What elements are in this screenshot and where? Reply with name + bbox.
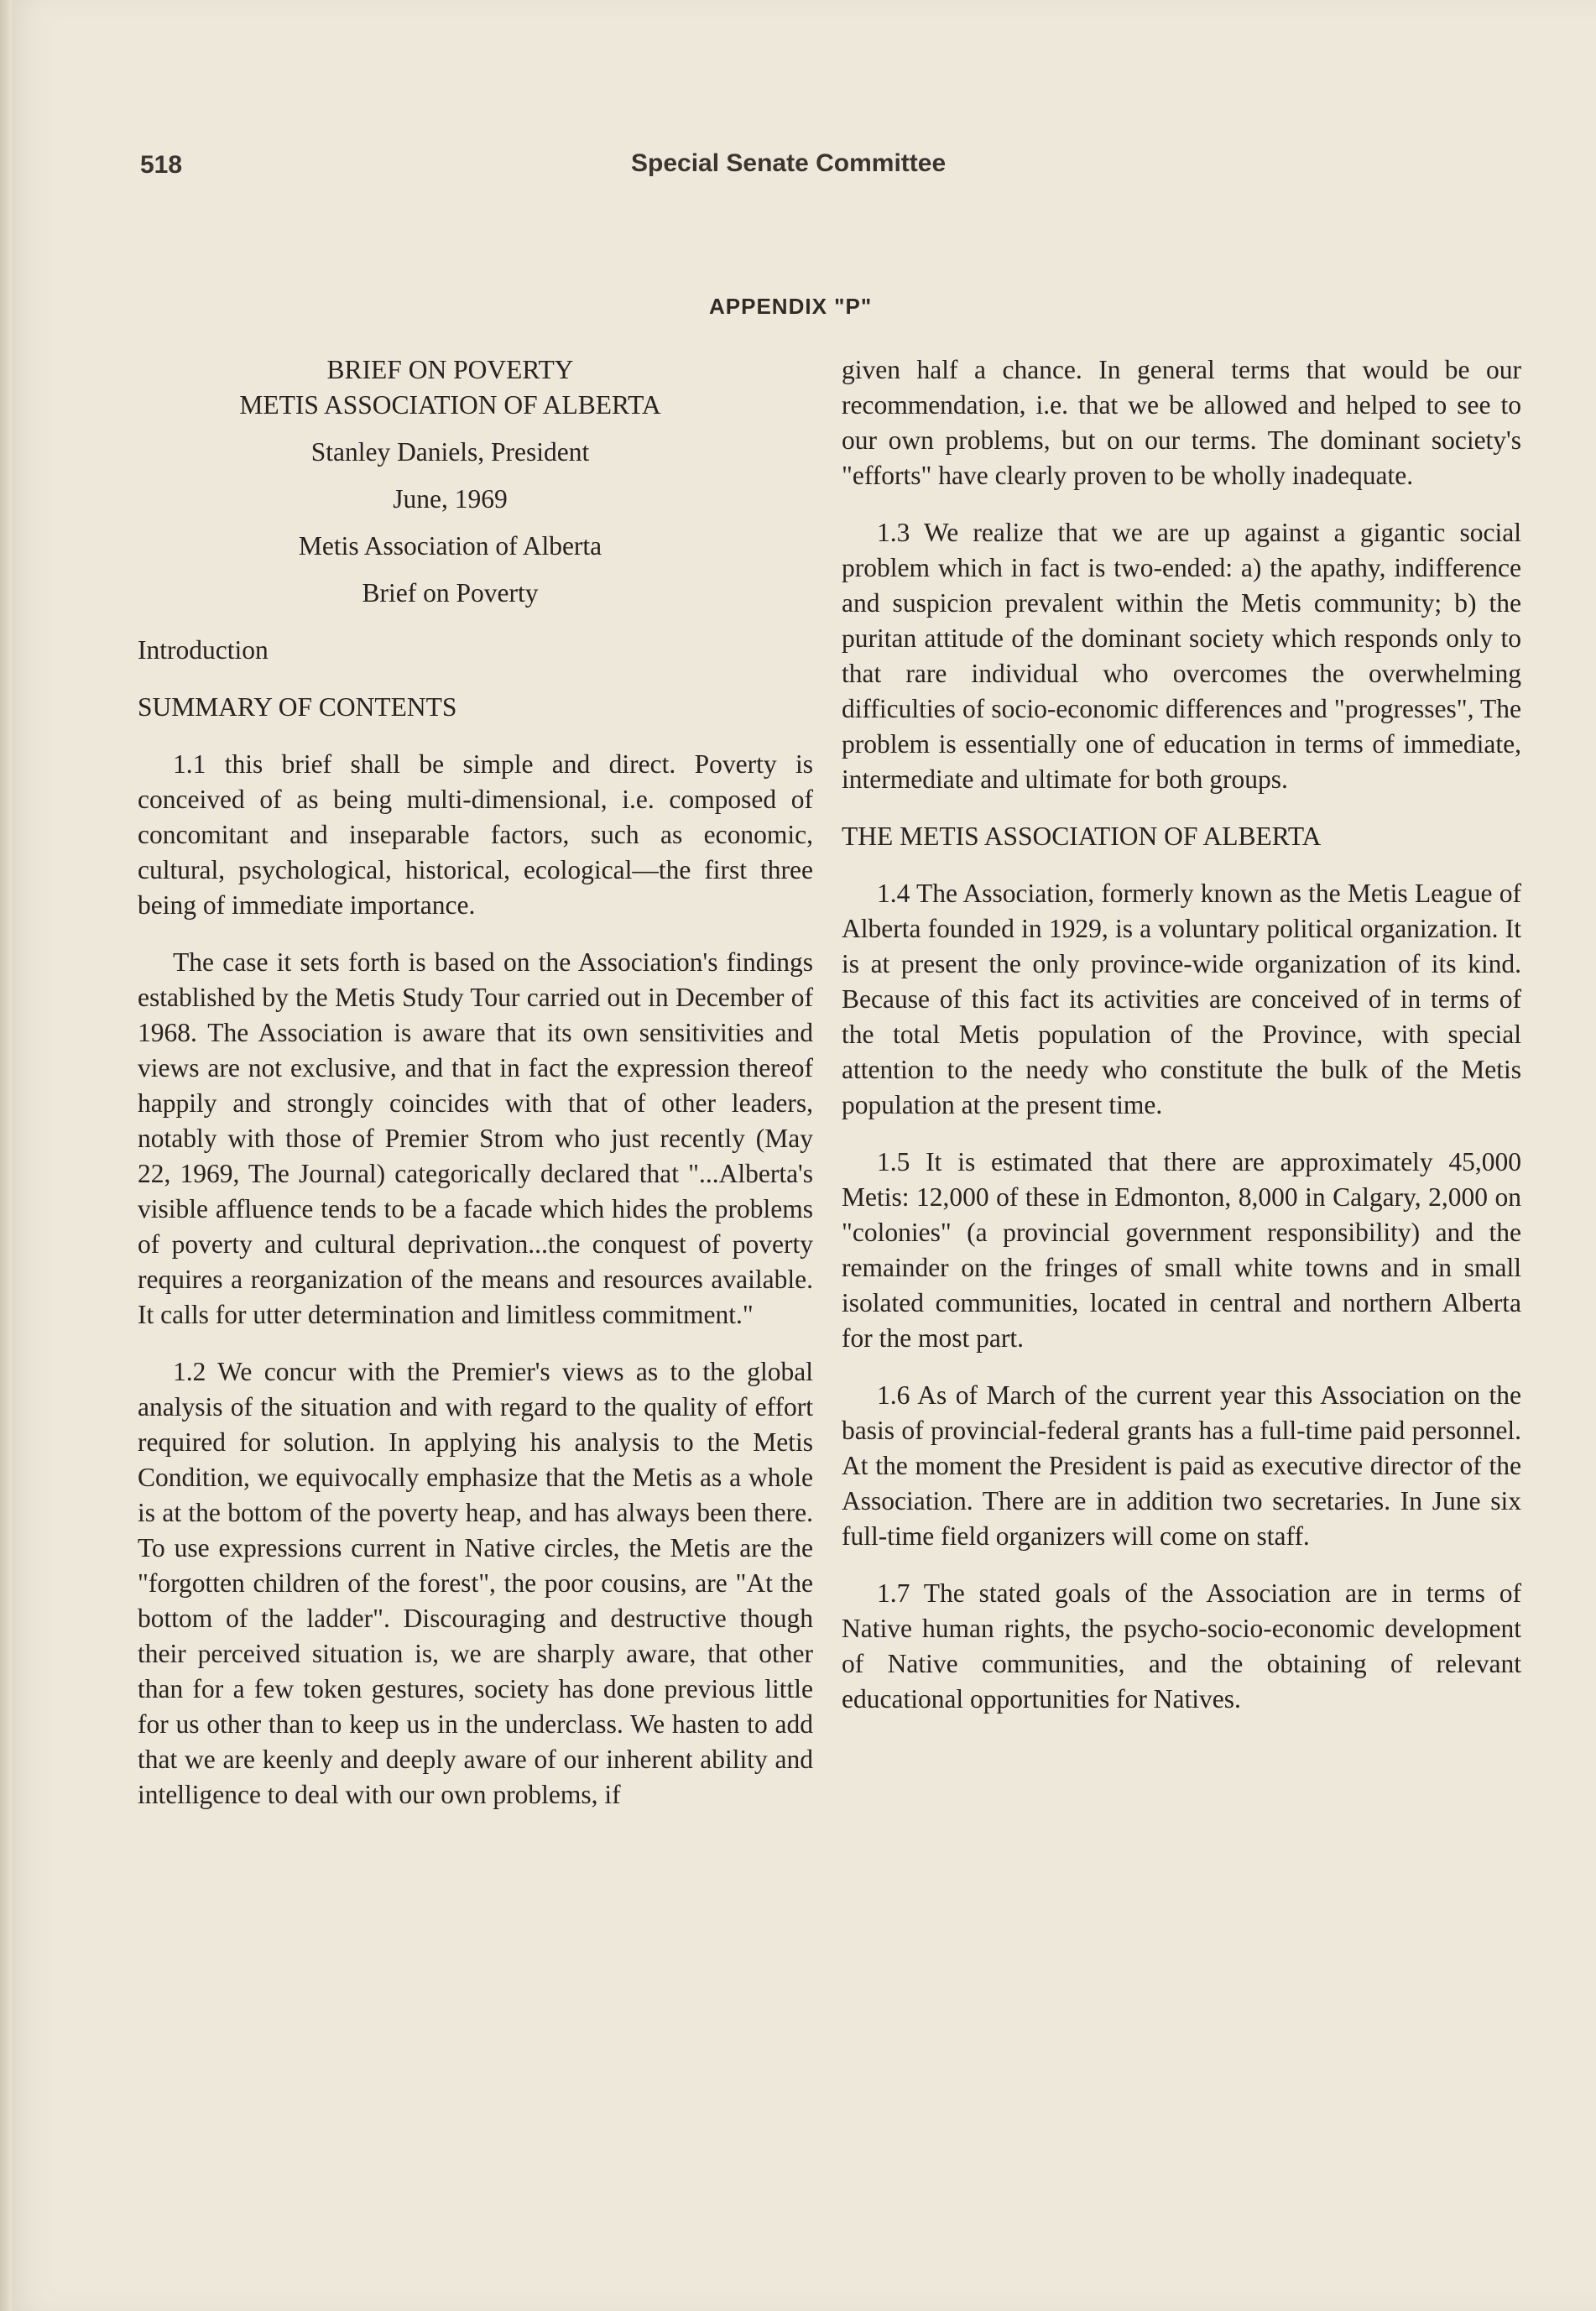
- page-binding-edge: [0, 0, 12, 2311]
- paragraph-1-6: 1.6 As of March of the current year this Association on the basis of provincial-federal grants has a full-time paid personnel. At the moment the President is paid as executive director of the Association. There are in addition two secretaries. In June six full-time field organizers will come on staff.: [842, 1380, 1521, 1551]
- paragraph-1-1: 1.1 this brief shall be simple and direct. Poverty is conceived of as being multi-dimensional, i.e. composed of concomitant and inseparable factors, such as economic, cultural, psychological, historical, ecological—the first three being of immediate importance.: [138, 749, 813, 920]
- paragraph-1-3: 1.3 We realize that we are up against a gigantic social problem which in fact is two-ended: a) the apathy, indifference and suspicion prevalent within the Metis community; b) the puritan attitude of the dominant society which responds only to that rare individual who overcomes the overwhelming difficulties of socio-economic differences and "progresses", The problem is essentially one of education in terms of immediate, intermediate and ultimate for both groups.: [842, 518, 1521, 794]
- paragraph-case: The case it sets forth is based on the Association's findings established by the Metis Study Tour carried out in December of 1968. The Association is aware that its own sensitivities and views are not exclusive, and that in fact the expression thereof happily and strongly coincides with that of other leaders, notably with those of Premier Strom who just recently (May 22, 1969, The Journal) categorically declared that "...Alberta's visible affluence tends to be a facade which hides the problems of poverty and cultural deprivation...the conquest of poverty requires a reorganization of the means and resources available. It calls for utter determination and limitless commitment.": [138, 947, 813, 1329]
- page-number: 518: [140, 151, 183, 179]
- brief-title-block: [138, 352, 813, 611]
- section-heading-metis-association: THE METIS ASSOCIATION OF ALBERTA: [842, 822, 1322, 851]
- brief-date: June, 1969: [393, 484, 508, 514]
- summary-heading: SUMMARY OF CONTENTS: [138, 692, 457, 722]
- brief-subtitle: Brief on Poverty: [362, 578, 539, 608]
- paragraph-continued: given half a chance. In general terms that would be our recommendation, i.e. that we be allowed and helped to see to our own problems, but on our terms. The dominant society's "efforts" have clearly proven to be wholly inadequate.: [842, 355, 1521, 490]
- right-column: [842, 352, 1521, 1739]
- brief-author: Stanley Daniels, President: [310, 437, 590, 467]
- brief-organization: METIS ASSOCIATION OF ALBERTA: [239, 390, 661, 420]
- paragraph-1-4: 1.4 The Association, formerly known as the Metis League of Alberta founded in 1929, is a voluntary political organization. It is at present the only province-wide organization of its kind. Because of this fact its activities are conceived of in terms of the total Metis population of the Province, with special attention to the needy who constitute the bulk of the Metis population at the present time.: [842, 879, 1521, 1119]
- brief-title: BRIEF ON POVERTY: [326, 355, 574, 384]
- paragraph-1-5: 1.5 It is estimated that there are approximately 45,000 Metis: 12,000 of these in Edmonton, 8,000 in Calgary, 2,000 on "colonies" (a provincial government responsibility) and the remainder on the fringes of small white towns and in small isolated communities, located in central and northern Alberta for the most part.: [842, 1147, 1521, 1353]
- paragraph-1-2: 1.2 We concur with the Premier's views as to the global analysis of the situation and with regard to the quality of effort required for solution. In applying his analysis to the Metis Condition, we equivocally emphasize that the Metis as a whole is at the bottom of the poverty heap, and has always been there. To use expressions current in Native circles, the Metis are the "forgotten children of the forest", the poor cousins, are "At the bottom of the ladder". Discouraging and destructive though their perceived situation is, we are sharply aware, that other than for a few token gestures, society has done previous little for us other than to keep us in the underclass. We hasten to add that we are keenly and deeply aware of our inherent ability and intelligence to deal with our own problems, if: [138, 1357, 813, 1809]
- paragraph-1-7: 1.7 The stated goals of the Association are in terms of Native human rights, the psycho-socio-economic development of Native communities, and the obtaining of relevant educational opportunities for Natives.: [842, 1578, 1521, 1714]
- appendix-title: APPENDIX "P": [709, 294, 873, 319]
- running-head: Special Senate Committee: [631, 149, 947, 177]
- left-column: [138, 352, 813, 1834]
- brief-org-line: Metis Association of Alberta: [298, 531, 602, 561]
- introduction-label: Introduction: [138, 635, 269, 665]
